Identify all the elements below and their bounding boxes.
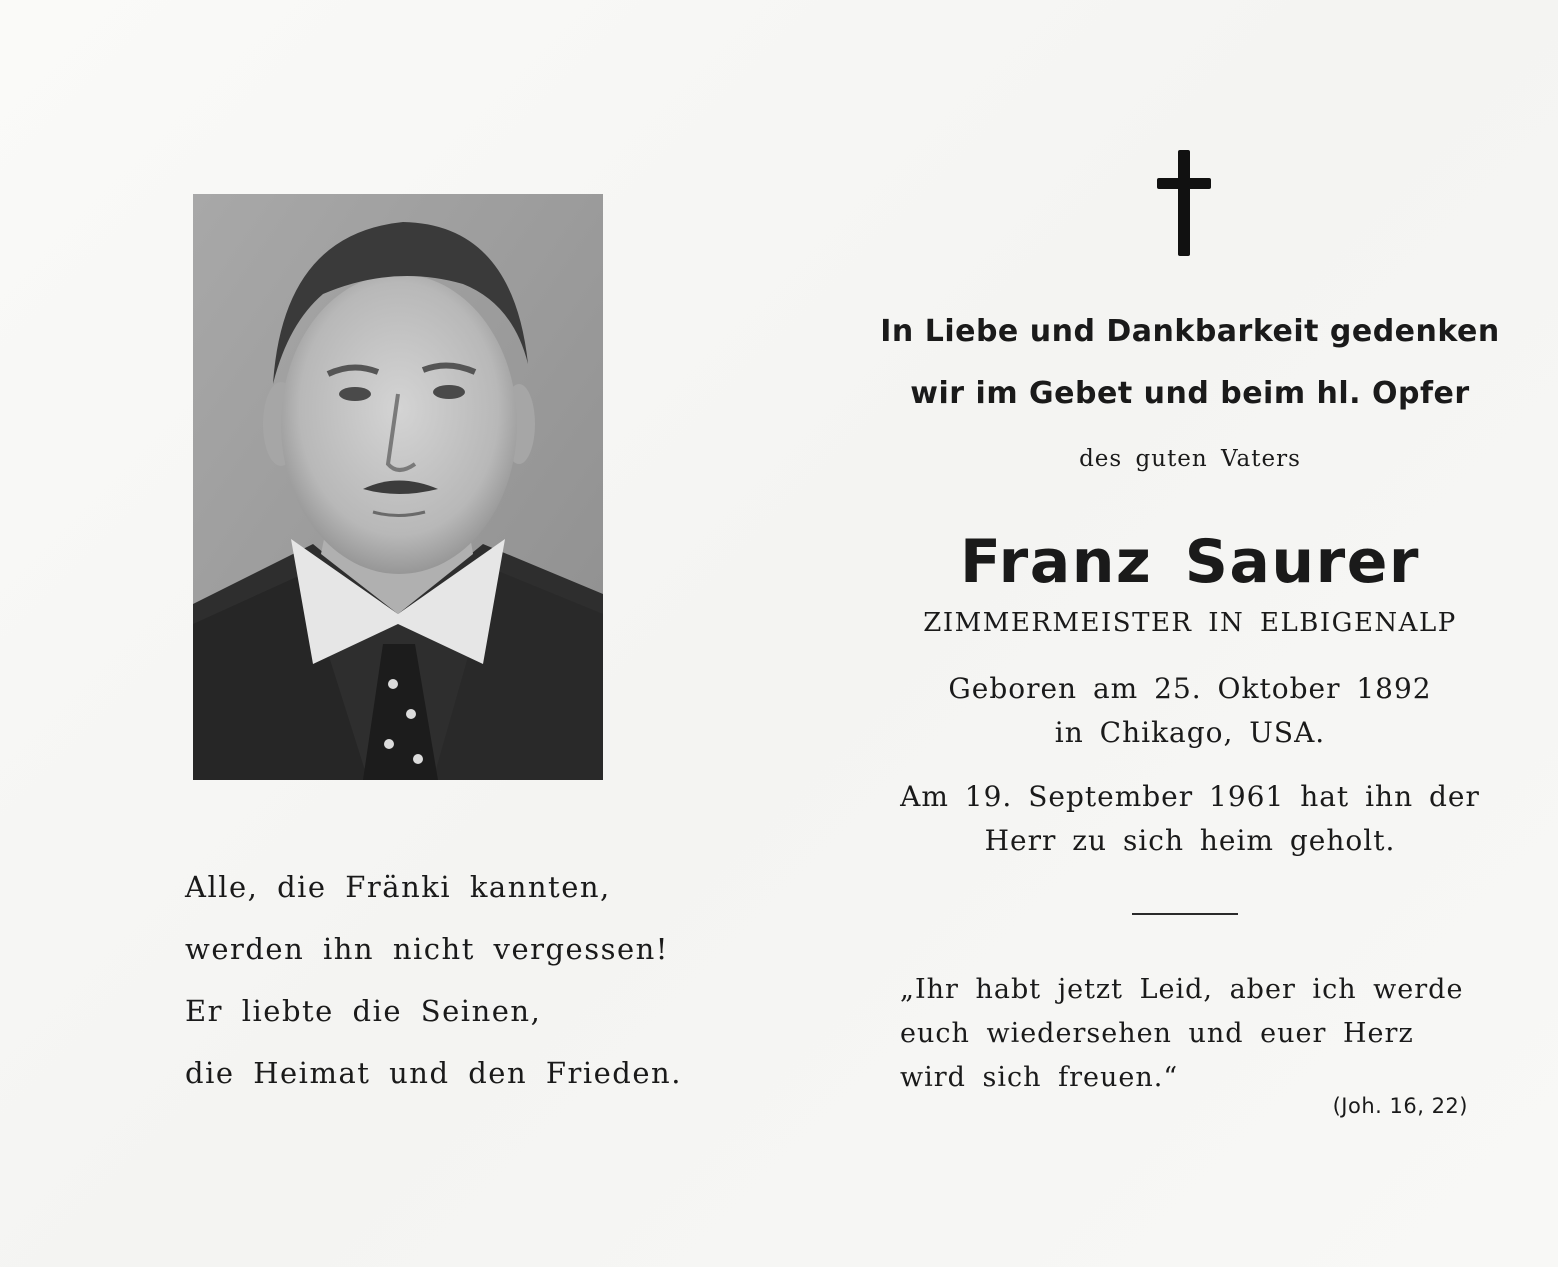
deceased-name: Franz Saurer xyxy=(959,527,1421,597)
portrait-photo xyxy=(193,194,603,780)
death-text: Herr zu sich heim geholt. xyxy=(984,824,1396,857)
divider xyxy=(1132,913,1238,915)
scripture-reference: (Joh. 16, 22) xyxy=(1332,1094,1468,1118)
dedication-line-3: des guten Vaters xyxy=(1079,446,1301,472)
quote-line: euch wiedersehen und euer Herz xyxy=(900,1018,1414,1049)
quote-line: „Ihr habt jetzt Leid, aber ich werde xyxy=(900,974,1464,1005)
death-date: Am 19. September 1961 hat ihn der xyxy=(900,780,1480,813)
birth-place: in Chikago, USA. xyxy=(1054,716,1326,749)
poem-line: werden ihn nicht vergessen! xyxy=(185,932,669,966)
poem-line: Er liebte die Seinen, xyxy=(185,994,542,1028)
scripture-quote xyxy=(900,968,1480,1100)
poem xyxy=(185,856,705,1104)
cross-icon xyxy=(1157,150,1211,258)
poem-line: Alle, die Fränki kannten, xyxy=(185,870,611,904)
dedication-line-1: In Liebe und Dankbarkeit gedenken xyxy=(880,314,1500,349)
dedication-line-2: wir im Gebet und beim hl. Opfer xyxy=(910,376,1470,411)
profession: ZIMMERMEISTER IN ELBIGENALP xyxy=(923,608,1457,638)
poem-line: die Heimat und den Frieden. xyxy=(185,1056,682,1090)
birth-date: Geboren am 25. Oktober 1892 xyxy=(948,672,1432,705)
portrait-photo-icon xyxy=(193,194,603,780)
quote-line: wird sich freuen.“ xyxy=(900,1062,1179,1093)
